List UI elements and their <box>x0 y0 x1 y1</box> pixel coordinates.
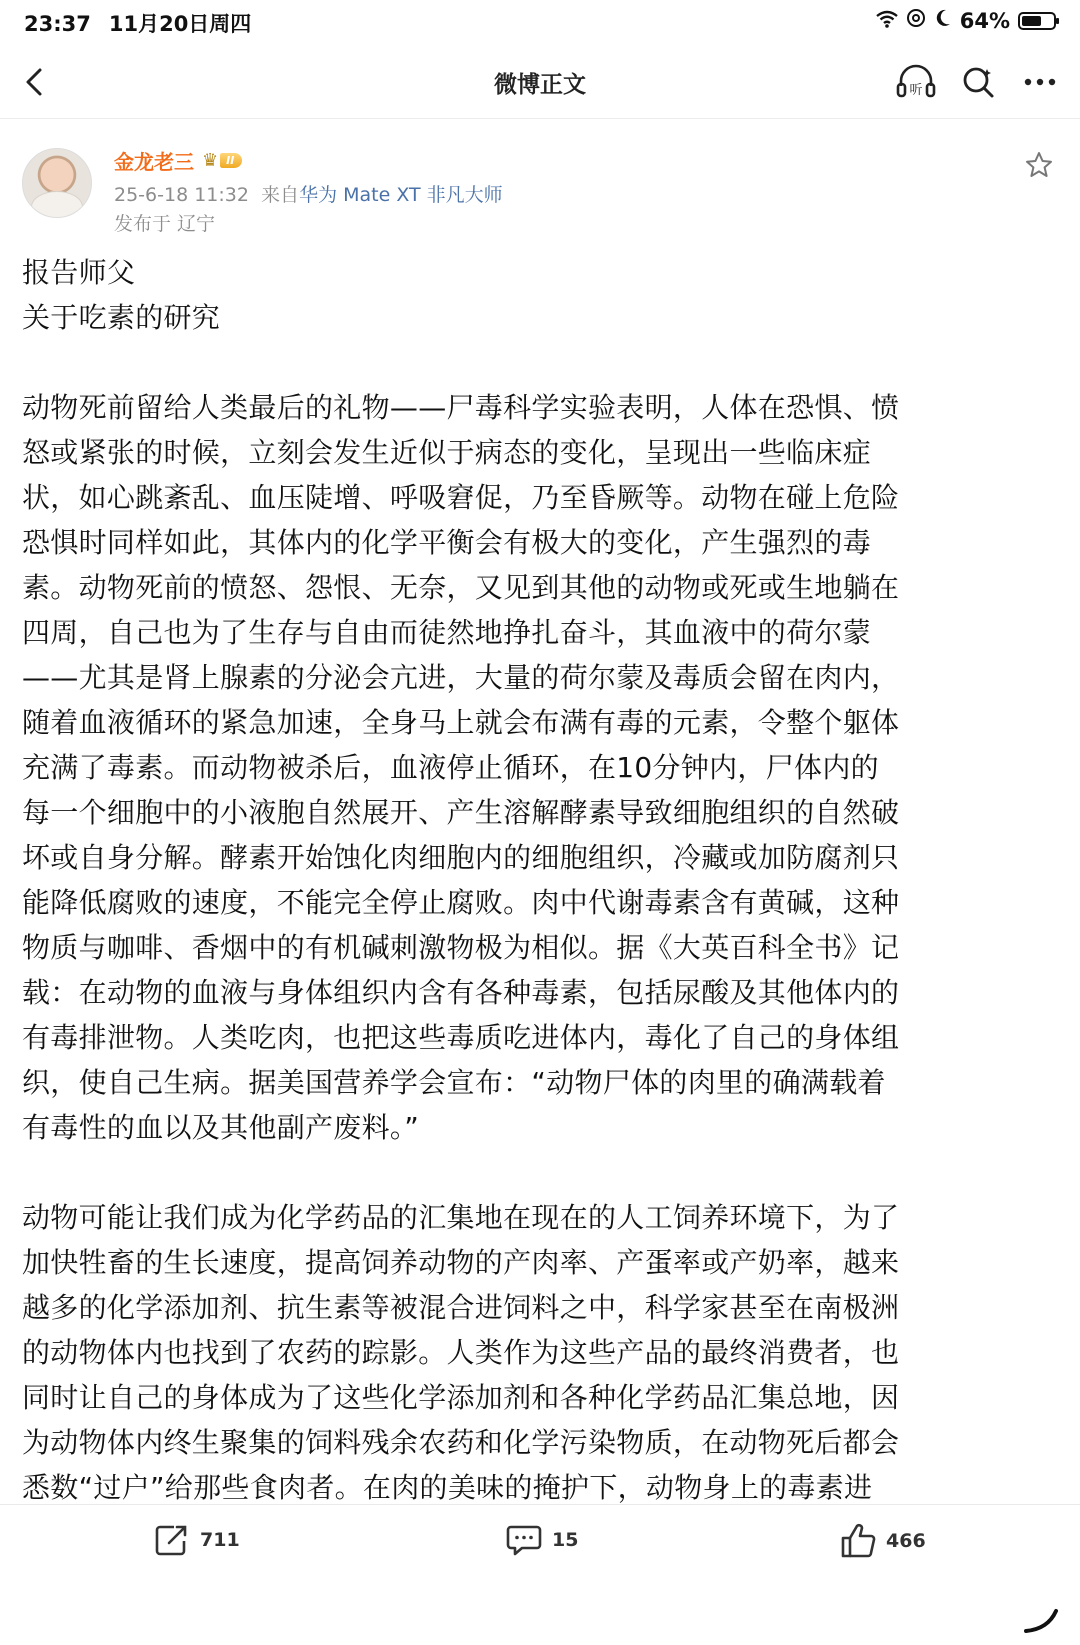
comment-count: 15 <box>552 1529 579 1551</box>
text-line: 同时让自己的身体成为了这些化学添加剂和各种化学药品汇集总地，因 <box>22 1381 900 1414</box>
post-heading <box>22 250 1060 340</box>
text-line: 悉数“过户”给那些食肉者。在肉的美味的掩护下，动物身上的毒素进 <box>22 1471 873 1504</box>
text-line: 越多的化学添加剂、抗生素等被混合进饲料之中，科学家甚至在南极洲 <box>22 1291 900 1324</box>
battery-fill <box>1022 16 1041 26</box>
vip-badge[interactable] <box>202 150 242 171</box>
status-indicators <box>876 8 1056 33</box>
text-line: 加快牲畜的生长速度，提高饲养动物的产肉率、产蛋率或产奶率，越来 <box>22 1246 900 1279</box>
comment-icon <box>506 1523 542 1557</box>
more-button[interactable] <box>1018 60 1062 104</box>
repost-button[interactable] <box>154 1523 240 1557</box>
author-row <box>114 146 242 175</box>
status-date: 11月20日周四 <box>108 12 252 36</box>
text-line: 动物可能让我们成为化学药品的汇集地在现在的人工饲养环境下，为了 <box>22 1201 900 1234</box>
text-line: 的动物体内也找到了农药的踪影。人类作为这些产品的最终消费者，也 <box>22 1336 900 1369</box>
text-line: 报告师父 <box>22 256 136 289</box>
spacer <box>22 340 1060 385</box>
post-paragraph-2 <box>22 1195 1060 1510</box>
headphones-icon <box>896 64 936 100</box>
text-line: 每一个细胞中的小液胞自然展开、产生溶解酵素导致细胞组织的自然破 <box>22 796 900 829</box>
status-time: 23:37 <box>24 12 91 36</box>
post-location: 发布于 辽宁 <box>114 213 216 235</box>
listen-button[interactable] <box>894 60 938 104</box>
search-button[interactable] <box>956 60 1000 104</box>
favorite-button[interactable] <box>1024 150 1054 180</box>
page-title: 微博正文 <box>494 72 586 98</box>
text-line: 载：在动物的血液与身体组织内含有各种毒素，包括尿酸及其他体内的 <box>22 976 900 1009</box>
post-timestamp: 25-6-18 11:32 <box>114 184 249 206</box>
text-line: 有毒性的血以及其他副产废料。” <box>22 1111 420 1144</box>
nav-actions <box>894 60 1062 104</box>
text-line: 有毒排泄物。人类吃肉，也把这些毒质吃进体内，毒化了自己的身体组 <box>22 1021 900 1054</box>
search-icon <box>961 65 995 99</box>
more-dots-icon <box>1023 77 1057 87</box>
text-line: 四周，自己也为了生存与自由而徒然地挣扎奋斗，其血液中的荷尔蒙 <box>22 616 872 649</box>
post-paragraph-1 <box>22 385 1060 1150</box>
avatar-shirt <box>31 191 83 218</box>
spacer <box>22 1150 1060 1195</box>
text-line: 能降低腐败的速度，不能完全停止腐败。肉中代谢毒素含有黄碱，这种 <box>22 886 900 919</box>
text-line: 坏或自身分解。酵素开始蚀化肉细胞内的细胞组织，冷藏或加防腐剂只 <box>22 841 900 874</box>
post-meta <box>114 180 503 207</box>
comment-button[interactable] <box>506 1523 578 1557</box>
battery-icon <box>1018 12 1056 30</box>
navigation-bar <box>0 46 1080 119</box>
avatar[interactable] <box>22 148 92 218</box>
moon-icon <box>934 8 952 33</box>
text-line: 随着血液循环的紧急加速，全身马上就会布满有毒的元素，令整个躯体 <box>22 706 900 739</box>
text-line: 关于吃素的研究 <box>22 301 221 334</box>
text-line: 恐惧时同样如此，其体内的化学平衡会有极大的变化，产生强烈的毒 <box>22 526 872 559</box>
repost-count: 711 <box>200 1529 240 1551</box>
like-count: 466 <box>886 1530 926 1552</box>
status-bar <box>0 0 1080 46</box>
post-content <box>22 250 1060 1510</box>
at-sign-icon <box>906 8 926 33</box>
text-line: 织，使自己生病。据美国营养学会宣布：“动物尸体的肉里的确满载着 <box>22 1066 886 1099</box>
like-button[interactable] <box>840 1523 926 1559</box>
home-indicator <box>1022 1605 1062 1635</box>
text-line: 为动物体内终生聚集的饲料残余农药和化学污染物质，在动物死后都会 <box>22 1426 900 1459</box>
text-line: 充满了毒素。而动物被杀后，血液停止循环，在10分钟内，尸体内的 <box>22 751 879 784</box>
repost-icon <box>154 1523 190 1557</box>
post-device-link[interactable]: 华为 Mate XT 非凡大师 <box>299 184 503 206</box>
wifi-icon <box>876 9 898 33</box>
status-time-date <box>24 8 251 38</box>
text-line: 怒或紧张的时候，立刻会发生近似于病态的变化，呈现出一些临床症 <box>22 436 872 469</box>
text-line: 物质与咖啡、香烟中的有机碱刺激物极为相似。据《大英百科全书》记 <box>22 931 900 964</box>
thumbs-up-icon <box>840 1523 876 1559</box>
battery-percent: 64% <box>959 8 1010 33</box>
vip-level: II <box>220 153 242 168</box>
star-icon <box>1024 150 1054 180</box>
post-header <box>0 140 1080 250</box>
text-line: 动物死前留给人类最后的礼物——尸毒科学实验表明，人体在恐惧、愤 <box>22 391 900 424</box>
text-line: ——尤其是肾上腺素的分泌会亢进，大量的荷尔蒙及毒质会留在肉内， <box>22 661 900 694</box>
crown-icon: ♛ <box>202 150 219 171</box>
text-line: 状，如心跳紊乱、血压陡增、呼吸窘促，乃至昏厥等。动物在碰上危险 <box>22 481 900 514</box>
listen-label: 听 <box>909 83 923 98</box>
action-bar <box>0 1505 1080 1645</box>
text-line: 素。动物死前的愤怒、怨恨、无奈，又见到其他的动物或死或生地躺在 <box>22 571 900 604</box>
source-prefix: 来自 <box>261 184 300 206</box>
author-name[interactable]: 金龙老三 <box>114 150 194 174</box>
